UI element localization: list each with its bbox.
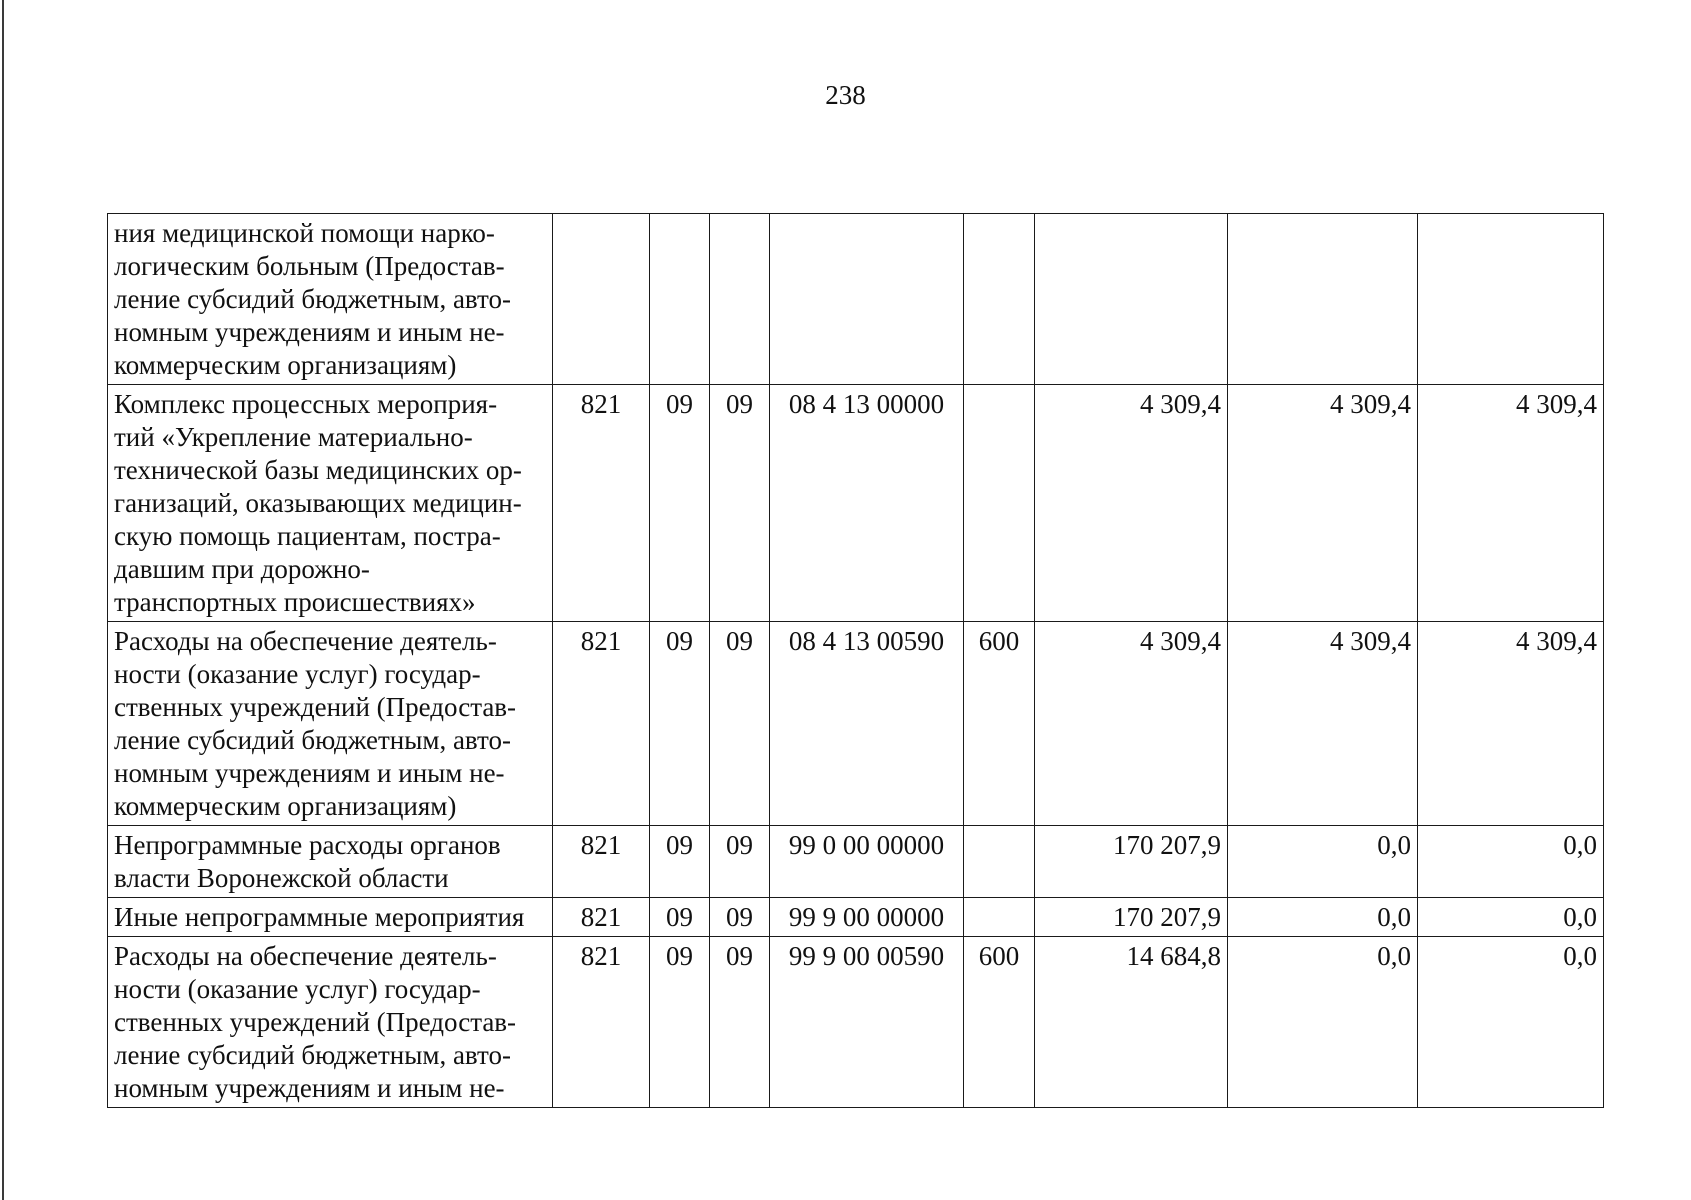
name-line: давшим при дорожно- <box>114 554 370 584</box>
name-line: ности (оказание услуг) государ- <box>114 659 481 689</box>
name-line: Непрограммные расходы органов <box>114 830 501 860</box>
name-line: номным учреждениям и иным не- <box>114 317 505 347</box>
cell-csr <box>770 214 964 385</box>
name-line: технической базы медицинских ор- <box>114 455 522 485</box>
cell-grbs: 821 <box>553 898 650 937</box>
cell-csr: 99 0 00 00000 <box>770 826 964 898</box>
cell-vr <box>964 214 1035 385</box>
name-line: Комплекс процессных мероприя- <box>114 389 498 419</box>
table-row <box>108 622 1604 826</box>
cell-rz: 09 <box>650 898 710 937</box>
name-line: коммерческим организациям) <box>114 791 457 821</box>
cell-name <box>108 214 553 385</box>
cell-sum-2: 4 309,4 <box>1228 385 1418 622</box>
cell-rz: 09 <box>650 937 710 1108</box>
name-line: номным учреждениям и иным не- <box>114 1073 505 1103</box>
cell-grbs: 821 <box>553 826 650 898</box>
name-line: Расходы на обеспечение деятель- <box>114 626 497 656</box>
cell-csr: 08 4 13 00590 <box>770 622 964 826</box>
name-line: скую помощь пациентам, постра- <box>114 521 501 551</box>
name-line: власти Воронежской области <box>114 863 449 893</box>
table-row <box>108 385 1604 622</box>
cell-sum-3: 0,0 <box>1418 937 1604 1108</box>
page-number: 238 <box>825 80 866 110</box>
cell-sum-1: 170 207,9 <box>1035 898 1228 937</box>
name-line: ния медицинской помощи нарко- <box>114 218 495 248</box>
cell-sum-2: 0,0 <box>1228 826 1418 898</box>
name-line: Расходы на обеспечение деятель- <box>114 941 497 971</box>
name-line: тий «Укрепление материально- <box>114 422 473 452</box>
table-row <box>108 898 1604 937</box>
name-line: коммерческим организациям) <box>114 350 457 380</box>
cell-sum-3: 4 309,4 <box>1418 385 1604 622</box>
cell-pr: 09 <box>710 622 770 826</box>
cell-sum-3: 0,0 <box>1418 826 1604 898</box>
cell-sum-1: 4 309,4 <box>1035 385 1228 622</box>
name-line: ганизаций, оказывающих медицин- <box>114 488 522 518</box>
cell-sum-3: 4 309,4 <box>1418 622 1604 826</box>
cell-vr <box>964 826 1035 898</box>
cell-sum-1: 170 207,9 <box>1035 826 1228 898</box>
name-line: ственных учреждений (Предостав- <box>114 692 517 722</box>
cell-pr: 09 <box>710 937 770 1108</box>
cell-sum-1: 14 684,8 <box>1035 937 1228 1108</box>
name-line: ственных учреждений (Предостав- <box>114 1007 517 1037</box>
cell-rz: 09 <box>650 622 710 826</box>
cell-pr: 09 <box>710 826 770 898</box>
page-scan-edge <box>2 0 4 1200</box>
name-line: Иные непрограммные мероприятия <box>114 902 525 932</box>
cell-name <box>108 826 553 898</box>
cell-name <box>108 622 553 826</box>
cell-sum-1 <box>1035 214 1228 385</box>
name-line: номным учреждениям и иным не- <box>114 758 505 788</box>
cell-sum-2: 0,0 <box>1228 937 1418 1108</box>
name-line: ности (оказание услуг) государ- <box>114 974 481 1004</box>
name-line: ление субсидий бюджетным, авто- <box>114 1040 511 1070</box>
cell-pr <box>710 214 770 385</box>
cell-name <box>108 898 553 937</box>
cell-vr <box>964 385 1035 622</box>
name-line: ление субсидий бюджетным, авто- <box>114 284 511 314</box>
cell-sum-2: 4 309,4 <box>1228 622 1418 826</box>
cell-rz: 09 <box>650 826 710 898</box>
name-line: логическим больным (Предостав- <box>114 251 505 281</box>
cell-sum-3: 0,0 <box>1418 898 1604 937</box>
budget-table-body <box>108 214 1604 1108</box>
cell-sum-2 <box>1228 214 1418 385</box>
cell-grbs: 821 <box>553 622 650 826</box>
cell-pr: 09 <box>710 898 770 937</box>
cell-vr: 600 <box>964 937 1035 1108</box>
cell-rz: 09 <box>650 385 710 622</box>
name-line: ление субсидий бюджетным, авто- <box>114 725 511 755</box>
budget-table <box>107 213 1604 1108</box>
cell-csr: 99 9 00 00590 <box>770 937 964 1108</box>
cell-sum-3 <box>1418 214 1604 385</box>
cell-name <box>108 937 553 1108</box>
name-line: транспортных происшествиях» <box>114 587 476 617</box>
cell-rz <box>650 214 710 385</box>
cell-vr <box>964 898 1035 937</box>
cell-grbs: 821 <box>553 937 650 1108</box>
table-row <box>108 214 1604 385</box>
table-row <box>108 937 1604 1108</box>
table-row <box>108 826 1604 898</box>
cell-vr: 600 <box>964 622 1035 826</box>
cell-csr: 08 4 13 00000 <box>770 385 964 622</box>
cell-grbs: 821 <box>553 385 650 622</box>
cell-sum-1: 4 309,4 <box>1035 622 1228 826</box>
cell-grbs <box>553 214 650 385</box>
cell-name <box>108 385 553 622</box>
cell-csr: 99 9 00 00000 <box>770 898 964 937</box>
cell-sum-2: 0,0 <box>1228 898 1418 937</box>
cell-pr: 09 <box>710 385 770 622</box>
